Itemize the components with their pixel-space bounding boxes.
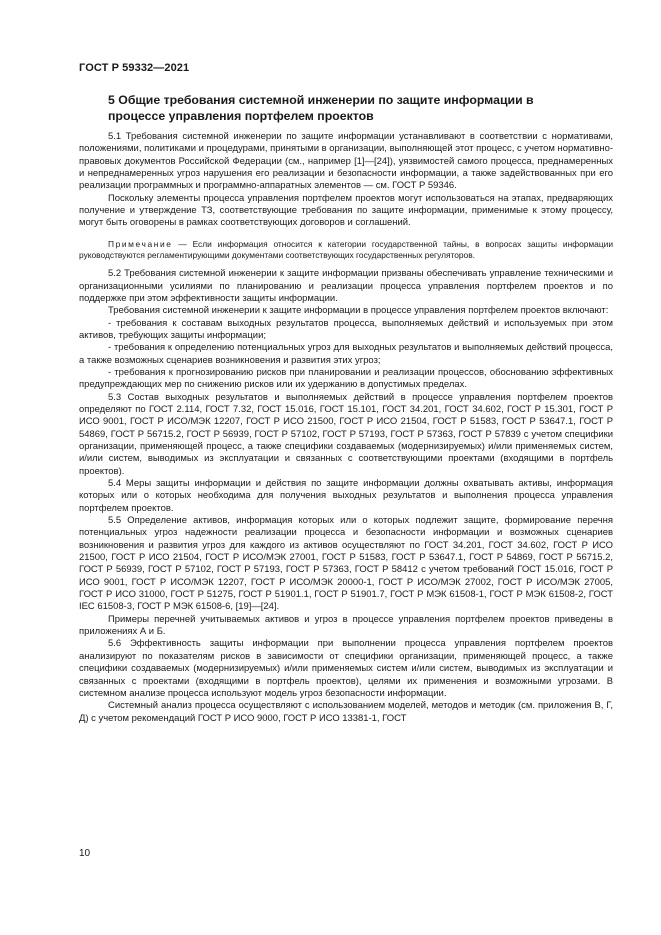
paragraph: Примеры перечней учитываемых активов и угроз в процессе управления портфелем проектов приведены в приложениях А и Б. (79, 613, 613, 638)
list-item: - требования к составам выходных результатов процесса, выполняемых действий и используемых при этом активов, требующих защиты информации; (79, 317, 613, 341)
paragraph-5-2: 5.2 Требования системной инженерии к защите информации призваны обеспечивать управление техническими и организационными усилиями по планированию и реализации процесса управления портфелем проектов и по поддержке при этом эффективности защиты информации. (79, 268, 613, 304)
paragraph-5-6: 5.6 Эффективность защиты информации при выполнении процесса управления портфелем проектов анализируют по показателям рисков в зависимости от специфики организации, применяющей процесс, а также специфики создаваемых (модернизируемых) и/или применяемых систем и/или систем, выводимых из эксплуатации и связанных с проектами (входящими в портфель проектов), целями их применения и возможными угрозами. В системном анализе процесса используют модель угроз безопасности информации. (79, 638, 613, 699)
note (79, 239, 613, 261)
paragraph-5-1: 5.1 Требования системной инженерии по защите информации устанавливают в соответствии с нормативами, положениями, политиками и процедурами, принятыми в организации, выполняющей этот процесс, с учетом нормативно-правовых документов Российской Федерации (см., например [1]—[24]), уязвимостей самого процесса, преднамеренных и непреднамеренных угроз нарушения его реализации и безопасности информации, а также задействованных при его реализации программных и программно-аппаратных элементов — см. ГОСТ Р 59346. (79, 131, 613, 192)
paragraph: Требования системной инженерии к защите информации в процессе управления портфелем проектов включают: (108, 305, 609, 317)
paragraph: Системный анализ процесса осуществляют с использованием моделей, методов и методик (см. приложения В, Г, Д) с учетом рекомендаций ГОСТ Р ИСО 9000, ГОСТ Р ИСО 13381-1, ГОСТ (79, 700, 613, 724)
document-header: ГОСТ Р 59332—2021 (79, 62, 190, 74)
note-text: — Если информация относится к категории государственной тайны, в вопросах защиты информации руководствуются регламентирующими документами соответствующих государственных регуляторов. (79, 238, 613, 260)
paragraph: Поскольку элементы процесса управления портфелем проектов могут использоваться на этапах, предваряющих получение и утверждение ТЗ, соответствующие требования по защите информации, применимые к этому процессу, могут быть оговорены в рамках соответствующих договоров и соглашений. (79, 192, 613, 229)
paragraph-5-3: 5.3 Состав выходных результатов и выполняемых действий в процессе управления портфелем проектов определяют по ГОСТ 2.114, ГОСТ 7.32, ГОСТ 15.016, ГОСТ 15.101, ГОСТ 34.201, ГОСТ 34.602, ГОСТ Р 15.301, ГОСТ Р ИСО 9001, ГОСТ Р ИСО/МЭК 12207, ГОСТ Р ИСО 21500, ГОСТ Р ИСО 21504, ГОСТ Р 51583, ГОСТ Р 53647.1, ГОСТ Р 54869, ГОСТ Р 56715.2, ГОСТ Р 56939, ГОСТ Р 57102, ГОСТ Р 57193, ГОСТ Р 57363, ГОСТ Р 57839 с учетом специфики организации, применяющей процесс, а также специфики создаваемых (модернизируемых) и/или применяемых систем, и/или систем, выводимых из эксплуатации и связанных с соответствующими проектами (входящими в портфель проектов). (79, 391, 613, 477)
paragraph-5-5: 5.5 Определение активов, информация которых или о которых подлежит защите, формирование перечня потенциальных угроз надежности реализации процесса и безопасности информации и возможных сценариев возникновения и развития угроз для каждого из активов осуществляют по ГОСТ 34.201, ГОСТ 34.602, ГОСТ Р ИСО 21500, ГОСТ Р ИСО 21504, ГОСТ Р ИСО/МЭК 27001, ГОСТ Р 51583, ГОСТ Р 53647.1, ГОСТ Р 54869, ГОСТ Р 56715.2, ГОСТ Р 56939, ГОСТ Р 57102, ГОСТ Р 57193, ГОСТ Р 57363, ГОСТ Р 58412 с учетом требований ГОСТ 15.016, ГОСТ Р ИСО 9001, ГОСТ Р ИСО/МЭК 12207, ГОСТ Р ИСО/МЭК 20000-1, ГОСТ Р ИСО/МЭК 27002, ГОСТ Р ИСО/МЭК 27005, ГОСТ Р ИСО 31000, ГОСТ Р 51275, ГОСТ Р 51901.1, ГОСТ Р 51901.7, ГОСТ Р МЭК 61508-1, ГОСТ Р МЭК 61508-2, ГОСТ IEC 61508-3, ГОСТ Р МЭК 61508-6, [19]—[24]. (79, 515, 613, 613)
document-body (79, 131, 613, 725)
list-item: - требования к прогнозированию рисков при планировании и реализации процессов, обоснованию эффективных предупреждающих мер по снижению рисков или их удержанию в допустимых пределах. (79, 366, 613, 391)
page-number: 10 (79, 848, 91, 859)
section-title: 5 Общие требования системной инженерии по защите информации в процессе управления портфелем проектов (108, 93, 534, 123)
list-item: - требования к определению потенциальных угроз для выходных результатов и выполняемых действий процесса, а также возможных сценариев возникновения и развития этих угроз; (79, 342, 613, 366)
note-label: Примечание (108, 238, 173, 249)
paragraph-5-4: 5.4 Меры защиты информации и действия по защите информации должны охватывать активы, информация которых или о которых необходима для получения выходных результатов и выполнения процесса управления портфелем проектов. (79, 478, 613, 514)
